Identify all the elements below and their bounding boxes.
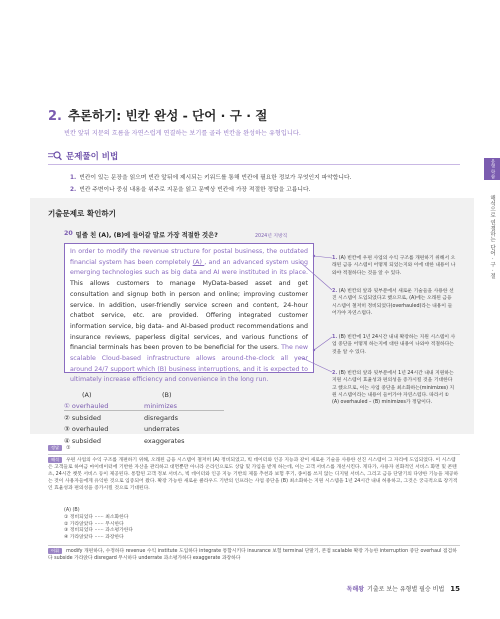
vocab-text: modify 개편하다, 수정하다 revenue 수익 institute 도입하다 integrate 통합시키다 insurance 보험 terminal 단말기, 본점 scalable 확장 가능한 interruption 중단 overhaul 점검하다 subside 가라앉다 disregard 무시하다 underrate 과소평가하다 exaggerate 과장하다 xyxy=(48,549,457,561)
passage-segment: In order to modify the revenue structure for postal business, the outdated financial system has been completely xyxy=(70,248,308,266)
option-a: ③ overhauled xyxy=(64,425,109,434)
side-tab: 유형 학습 xyxy=(484,158,500,180)
side-chapter-text: 해석으로 연결하는 단어 · 구 · 절 xyxy=(489,195,495,279)
passage-segment: business interruptions, and it is expected to ultimately increase efficiency and convenience in the long run. xyxy=(70,365,308,384)
option-b: minimizes xyxy=(144,402,177,411)
answer-value: ① xyxy=(66,445,71,451)
tip-text: 빈칸이 있는 문장을 읽으며 빈칸 앞뒤에 제시되는 키워드를 통해 빈칸에 필요한 정보가 무엇인지 파악합니다. xyxy=(79,175,352,181)
solution-options-header: (A) (B) xyxy=(64,508,80,513)
note-number: 1. xyxy=(332,256,338,261)
options-header-a: (A) xyxy=(82,390,92,399)
vocab-tag: 어휘 xyxy=(48,548,62,554)
blank: (A) xyxy=(192,258,205,266)
note-text: (B) 빈칸의 앞과 뒷부분에서 1년 24시간 내내 지원하는 지원 시스템이 효율성과 편의성을 증가시킬 것을 기대한다고 했으므로, 이는 사업 중단을 최소화하는(minimizes) 지원 시스템이라는 내용이 들어가야 자연스럽다. 따라서 ① (A) overhauled – (B) minimizes가 정답이다. xyxy=(332,371,455,406)
divider xyxy=(48,454,460,455)
section-title: 추론하기: 빈칸 완성 - 단어 · 구 · 절 xyxy=(67,108,268,123)
option-b: exaggerates xyxy=(144,436,185,445)
question-source: 2024년 지방직 xyxy=(255,234,288,239)
page-number: 15 xyxy=(450,584,460,593)
passage-segment: , and an advanced system using emerging technologies such as big data and AI were instituted in its place. xyxy=(70,258,308,277)
footer-chapter: 기출로 보는 유형별 필승 비법 xyxy=(367,586,445,593)
tips-title: 문제풀이 비법 xyxy=(66,152,119,162)
solution-option: ③ 정비되었다 ······ 과소평가한다 xyxy=(64,528,133,534)
question-number: 20 xyxy=(64,230,73,237)
option-a: ④ subsided xyxy=(64,436,101,445)
solution-block xyxy=(48,457,460,492)
solution-option: ④ 가라앉았다 ······ 과장한다 xyxy=(64,535,124,541)
options-header-b: (B) xyxy=(162,390,172,399)
option-b: underrates xyxy=(144,425,180,434)
note-text: (A) 빈칸에 우편 사업의 수익 구조를 개편하기 위해서 오래된 금융 시스템이 어떻게 되었는지와 이에 대한 내용이 나와야 적절하다는 것을 알 수 있다. xyxy=(332,256,456,276)
divider xyxy=(48,545,460,546)
solution-tag: 해석 xyxy=(48,457,62,463)
section-number: 2. xyxy=(48,109,62,124)
note-number: 1. xyxy=(332,335,338,340)
answer-line xyxy=(48,445,71,452)
passage-segment: The new scalable Cloud-based infrastructure allows around-the-clock all year around 24/7 support which xyxy=(70,344,308,373)
note-number: 2. xyxy=(332,371,338,376)
blank: (B) xyxy=(157,365,169,373)
tip-number: 2. xyxy=(70,187,77,193)
solution-text: 우편 사업의 수익 구조를 개편하기 위해, 오래된 금융 시스템이 철저히 (A) 정비되었고, 빅 데이터와 인공 지능과 같이 새로운 기술을 사용한 선진 시스템이 그 자리에 도입되었다. 이 시스템은 고객들로 하여금 마이데이터에 기반한 자산을 관리하고 대면뿐만 아니라 온라인으로도 상담 및 가입을 받게 하는데, 이는 고객 서비스를 개선시킨다. 게다가, 사용자 친화적인 서비스 화면 및 콘텐츠, 24시간 챗봇 서비스 등이 제공된다. 통합된 고객 정보 서비스, 빅 데이터와 인공 지능 기반의 제품 추천과 보험 후기, 종이를 쓰지 않는 디지털 서비스, 그리고 금융 단말기의 다양한 기능을 제공하는 것이 사용자들에게 유익한 것으로 입증되어 왔다. 확장 가능한 새로운 클라우드 기반의 인프라는 사업 중단을 (B) 최소화하는 지원 시스템을 1년 24시간 내내 허용하고, 그것은 궁극적으로 장기적인 효율성과 편의성을 증가시킬 것으로 기대된다. xyxy=(48,458,459,491)
tip-number: 1. xyxy=(70,175,77,181)
question-prompt: 밑줄 친 (A), (B)에 들어갈 말로 가장 적절한 것은? xyxy=(75,232,218,239)
solution-options xyxy=(64,508,133,542)
section-subtitle: 빈칸 앞뒤 지문의 흐름을 자연스럽게 연결하는 보기를 골라 빈칸을 완성하는 유형입니다. xyxy=(64,130,301,137)
solution-option: ① 정비되었다 ······ 최소화한다 xyxy=(64,514,129,520)
answer-tag: 정답 xyxy=(48,445,62,451)
question-box-title: 기출문제로 확인하기 xyxy=(48,209,116,218)
footer-book-title: 독해왕 xyxy=(346,586,365,593)
solution-option: ② 가라앉았다 ······ 무시한다 xyxy=(64,521,124,527)
tip-text: 빈칸 주변이나 중심 내용을 위주로 지문을 읽고 문맥상 빈칸에 가장 적절한 정답을 고릅니다. xyxy=(79,187,311,193)
page-footer xyxy=(347,584,460,593)
vocab-block xyxy=(48,548,460,562)
passage-segment: This allows customers to manage MyData-based asset and get consultation and signup both in person and online; improving customer service. In addition, user-friendly service screen and content, 24-hour chatbot service, etc. are provided. Offering integrated customer information service, big data- and AI-based product recommendations and insurance reviews, paperless digital services, and various functions of financial terminals has been proven to be beneficial for the users. xyxy=(70,280,308,352)
option-a: ① overhauled xyxy=(64,402,109,411)
note-text: (B) 빈칸에 1년 24시간 내내 확장하는 지원 시스템이 사업 중단을 어떻게 하는지에 대한 내용이 나와야 적절하다는 것을 알 수 있다. xyxy=(332,335,456,355)
note-number: 2. xyxy=(332,289,338,294)
option-a: ② subsided xyxy=(64,413,101,422)
note-text: (A) 빈칸의 앞과 뒷부분에서 새로운 기술들을 사용한 선진 시스템이 도입되었다고 했으므로, (A)에는 오래된 금융 시스템이 철저히 정비되었다(overhauled)라는 내용이 들어가야 자연스럽다. xyxy=(332,289,454,316)
option-b: disregards xyxy=(144,413,179,422)
